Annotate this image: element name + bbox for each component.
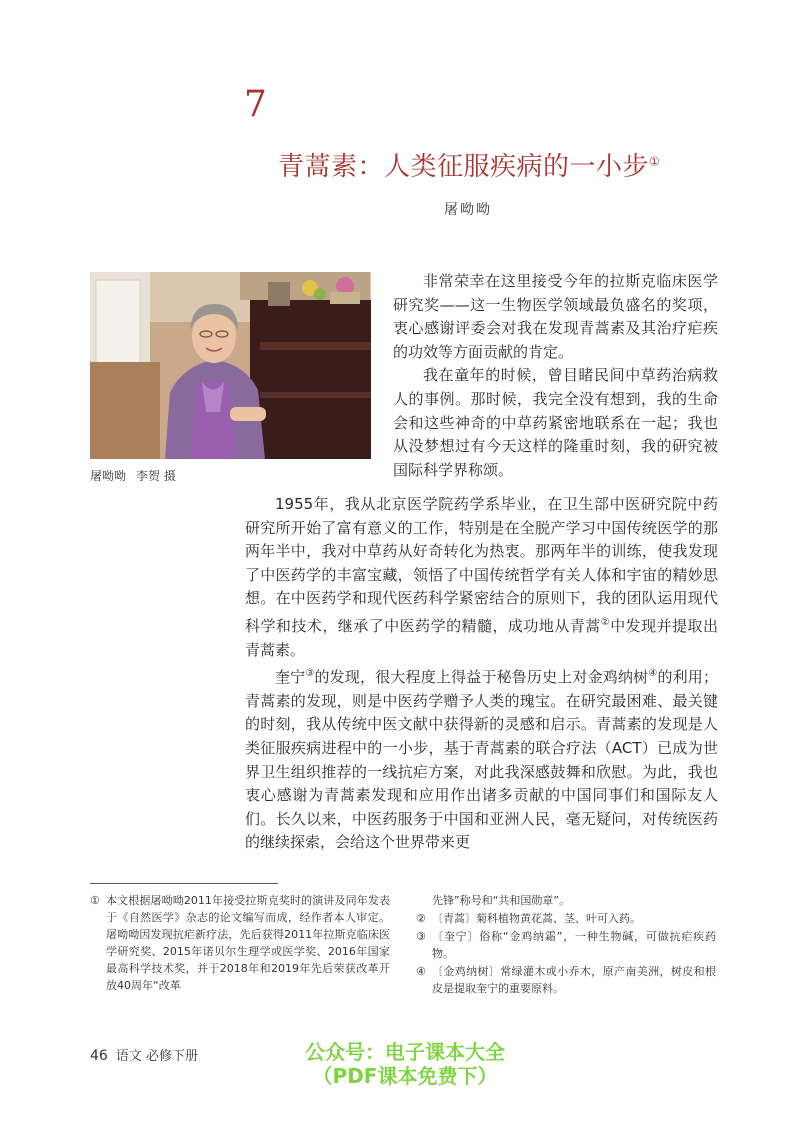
watermark xyxy=(270,1040,540,1088)
footnote-4-number: ④ xyxy=(416,965,426,978)
chapter-number: 7 xyxy=(244,84,267,125)
footnote-3-number: ③ xyxy=(416,930,426,943)
portrait-photo xyxy=(90,272,371,459)
main-column xyxy=(245,493,718,855)
footnotes-right xyxy=(416,892,716,998)
watermark-line-1: 公众号：电子课本大全 xyxy=(305,1040,505,1064)
footnote-1-continuation: 先锋”称号和“共和国勋章”。 xyxy=(432,894,571,907)
title-footnote-marker: ① xyxy=(649,154,661,169)
paragraph-3-text-a: 1955年，我从北京医学院药学系毕业，在卫生部中医研究院中药研究所开始了富有意义的工作，特别是在全脱产学习中国传统医学的那两年半中，我对中草药从好奇转化为热衷。那两年半的训练，使我发现了中医药学的丰富宝藏，领悟了中国传统哲学有关人体和宇宙的精妙思想。在中医药学和现代医药科学紧密结合的原则下，我的团队运用现代科学和技术，继承了中医药学的精髓，成功地从青蒿 xyxy=(245,495,718,635)
author-name: 屠呦呦 xyxy=(444,202,492,218)
footnote-2 xyxy=(416,910,716,927)
paragraph-4 xyxy=(245,662,718,855)
photo-caption xyxy=(90,467,186,484)
page-number: 46 xyxy=(90,1048,108,1064)
footnote-4 xyxy=(416,963,716,997)
article-title-text: 青蒿素：人类征服疾病的一小步 xyxy=(278,152,650,182)
book-title: 语文 必修下册 xyxy=(115,1049,198,1064)
article-title xyxy=(278,146,660,183)
watermark-line-2: （PDF课本免费下） xyxy=(312,1064,498,1088)
paragraph-1: 非常荣幸在这里接受今年的拉斯克临床医学研究奖——这一生物医学领域最负盛名的奖项，衷心感谢评委会对我在发现青蒿素及其治疗疟疾的功效等方面贡献的肯定。 xyxy=(393,272,718,361)
caption-credit: 李贺 摄 xyxy=(136,469,176,483)
footnotes-left xyxy=(90,892,390,995)
paragraph-2: 我在童年的时候，曾目睹民间中草药治病救人的事例。那时候，我完全没有想到，我的生命会和这些神奇的中草药紧密地联系在一起；我也从没梦想过有今天这样的隆重时刻，我的研究被国际科学界称颂。 xyxy=(393,366,718,479)
footnote-divider xyxy=(90,883,278,884)
footnote-2-text: 〔青蒿〕菊科植物黄花蒿、茎、叶可入药。 xyxy=(432,912,641,925)
footnote-marker-3[interactable]: ③ xyxy=(305,668,315,680)
paragraph-4-text-c: 的利用；青蒿素的发现，则是中医药学赠予人类的瑰宝。在研究最困难、最关键的时刻，我从传统中医文献中获得新的灵感和启示。青蒿素的发现是人类征服疾病进程中的一小步，基于青蒿素的联合疗法（ACT）已成为世界卫生组织推荐的一线抗疟方案，对此我深感鼓舞和欣慰。为此，我也衷心感谢为青蒿素发现和应用作出诸多贡献的中国同事们和国际友人们。长久以来，中医药服务于中国和亚洲人民，毫无疑问，对传统医药的继续探索，会给这个世界带来更 xyxy=(245,668,718,852)
footnote-1-text: 本文根据屠呦呦2011年接受拉斯克奖时的演讲及同年发表于《自然医学》杂志的论文编写而成，经作者本人审定。屠呦呦因发现抗疟新疗法，先后获得2011年拉斯克临床医学研究奖、2015年诺贝尔生理学或医学奖、2016年国家最高科学技术奖，并于2018年和2019年先后荣获改革开放40周年“改革 xyxy=(106,894,390,992)
paragraph-3-text-b: 中发现并提取出青蒿素。 xyxy=(245,616,718,659)
footnote-4-text: 〔金鸡纳树〕常绿灌木或小乔木，原产南美洲，树皮和根皮是提取奎宁的重要原料。 xyxy=(432,965,716,995)
paragraph-4-text-b: 的发现，很大程度上得益于秘鲁历史上对金鸡纳树 xyxy=(314,668,649,687)
footnote-marker-2[interactable]: ② xyxy=(600,616,611,628)
footnote-1-number: ① xyxy=(90,894,100,907)
footnote-3 xyxy=(416,928,716,962)
paragraph-3 xyxy=(245,493,718,662)
page-footer xyxy=(90,1045,198,1064)
footnote-3-text: 〔奎宁〕俗称“金鸡纳霜”，一种生物碱，可做抗疟疾药物。 xyxy=(432,930,716,960)
intro-column xyxy=(393,270,718,482)
caption-subject: 屠呦呦 xyxy=(90,469,127,483)
paragraph-4-text-a: 奎宁 xyxy=(275,668,306,687)
footnote-2-number: ② xyxy=(416,912,426,925)
footnote-1 xyxy=(90,892,390,994)
footnote-marker-4[interactable]: ④ xyxy=(648,668,658,680)
